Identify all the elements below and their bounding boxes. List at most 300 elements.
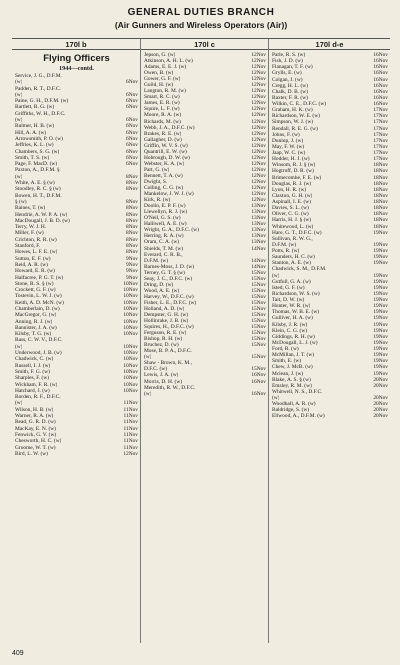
entry-name: MacDougall, J. B. D. (w) [15, 217, 70, 224]
entry-date: 8Nov [126, 173, 138, 180]
entry-name: Everard, C. R. B., [144, 251, 183, 258]
entry-date: 13Nov [251, 215, 266, 222]
entry-name: Emsley, R. M. (w) [272, 382, 312, 389]
entry-name: Bartlett, R. G. (w) [15, 104, 55, 111]
entry-name: Squires, H., D.F.C. (w) [144, 324, 194, 331]
entry-date: 12Nov [251, 76, 266, 83]
entry-name: Part, G. (w) [144, 166, 170, 173]
entry-date: 18Nov [373, 168, 388, 175]
entry-date: 17Nov [373, 119, 388, 126]
entry-date: 6Nov [126, 79, 138, 86]
entry-list [144, 52, 266, 397]
entry-name: Webster, K. A. (w) [144, 160, 185, 167]
entry-date: 16Nov [373, 70, 388, 77]
entry-name: Harris, H. J. § (w) [272, 217, 312, 224]
entry-name: Bruchez, D. (w) [144, 342, 179, 349]
entry-date: 11Nov [123, 438, 138, 445]
entry-name: Mclean, J. (w) [272, 370, 304, 377]
column-heading: 170l b [12, 39, 140, 50]
entry-date: 15Nov [251, 281, 266, 288]
entry-date: 20Nov [373, 382, 388, 389]
entry-name: D.F.C. (w) [144, 366, 167, 373]
entry-name: Wilkin, C. E., D.F.C. (w) [272, 101, 327, 107]
entry-date: 15Nov [251, 336, 266, 343]
entry-name: Fenwick, G. V. (w) [15, 431, 57, 438]
entry-name: Llewellyn, R. J. (w) [144, 209, 188, 216]
entry-date: 12Nov [123, 450, 138, 457]
entry-name: Underwood, J. B. (w) [15, 350, 62, 357]
entry-date: 10Nov [123, 312, 138, 319]
entry-date: 10Nov [123, 375, 138, 382]
entry-date: 16Nov [373, 52, 388, 58]
entry-name: Bowen, H. T., D.F.M. [15, 192, 62, 199]
entry-date: 14Nov [251, 245, 266, 252]
entry-date: 19Nov [373, 229, 388, 236]
entry-date: 20Nov [373, 401, 388, 408]
entry-date: 19Nov [373, 333, 388, 340]
entry-name: Bannister, J. A. (w) [15, 324, 57, 331]
entry-date: 18Nov [373, 186, 388, 193]
entry-date: 19Nov [373, 241, 388, 248]
entry-date: 20Nov [373, 413, 388, 420]
entry-date: 10Nov [123, 305, 138, 312]
entry-list [272, 52, 388, 420]
entry-name: Stanford, F. [15, 243, 41, 250]
entry-date: 13Nov [251, 209, 266, 216]
entry-name: Whitewood, L. (w) [272, 223, 314, 230]
entry-name: Adams, E. E. J. (w) [144, 64, 187, 71]
entry-name: Guild, H. (w) [144, 82, 174, 89]
entry-date: 12Nov [251, 160, 266, 167]
entry-date: 19Nov [373, 327, 388, 334]
entry-date: 19Nov [373, 272, 388, 279]
entry-date: 10Nov [123, 299, 138, 306]
entry-date: 19Nov [373, 370, 388, 377]
entry-date: 13Nov [251, 239, 266, 246]
column-1701c [140, 39, 268, 643]
entry-name: Chamberlain, D. (w) [15, 305, 60, 312]
entry-date: 10Nov [123, 356, 138, 363]
entry-name: Groome, W. T. (w) [15, 444, 56, 451]
entry-name: Harvey, W., D.F.C. (w) [144, 293, 194, 300]
entry-date: 12Nov [251, 106, 266, 113]
entry-date: 10Nov [123, 343, 138, 350]
entry-date: 14Nov [251, 263, 266, 270]
entry-name: Wickham, F. R. (w) [15, 381, 58, 388]
entry-name: Webb, J. A., D.F.C. (w) [144, 124, 195, 131]
entry-date: 12Nov [251, 178, 266, 185]
entry-date: 12Nov [251, 148, 266, 155]
entry-date: 15Nov [251, 269, 266, 276]
entry-name: Smith, F. G. (w) [15, 368, 50, 375]
entry-date: 18Nov [373, 205, 388, 212]
entry-date: 16Nov [373, 58, 388, 65]
entry-date: 15Nov [251, 305, 266, 312]
entry-date: 15Nov [251, 293, 266, 300]
entry-date: 8Nov [126, 230, 138, 237]
entry-name: Halliwell, A. E. (w) [144, 221, 187, 228]
entry-date: 10Nov [123, 350, 138, 357]
entry-name: Page, F. MacD. (w) [15, 161, 58, 168]
entry-name: Baines, T. (w) [15, 205, 46, 212]
entry-name: (w) [15, 173, 23, 180]
entry-name: (w) [15, 117, 23, 124]
entry-name: Shaw - Brown, K. M., [144, 360, 192, 367]
entry-name: Kilsby, T. G. (w) [15, 331, 52, 338]
entry-name: (w) [144, 390, 152, 397]
entry-date: 15Nov [251, 275, 266, 282]
entry-name: Douglas, R. J. (w) [272, 180, 312, 187]
entry-name: Miller, F. (w) [15, 230, 44, 237]
entry-date: 6Nov [126, 104, 138, 111]
entry-name: Doolin, E. P. F. (w) [144, 203, 186, 210]
entry-name: Jaap, W. C. (w) [272, 150, 306, 156]
entry-date: 19Nov [373, 315, 388, 322]
entry-date: 8Nov [126, 198, 138, 205]
entry-date: 10Nov [123, 331, 138, 338]
entry-date: 13Nov [251, 227, 266, 234]
entry-name: § (w) [15, 198, 27, 205]
entry-date: 16Nov [373, 64, 388, 71]
section-subtitle: 1944—contd. [59, 65, 94, 72]
entry-date: 16Nov [251, 372, 266, 379]
entry-name: Ellwood, A., D.F.M. (w) [272, 413, 325, 420]
entry-date: 16Nov [251, 378, 266, 385]
entry-name: Oliver, C. G. (w) [272, 211, 309, 218]
entry-name: Terry, W. J. H. [15, 224, 47, 231]
entry-name: MacKay, E. N. (w) [15, 425, 56, 432]
entry-name: Jeffries, K. L. (w) [15, 142, 54, 149]
entry-name: Claxton, G. H. (w) [272, 192, 313, 199]
entry-name: Chadwick, C. (w) [15, 356, 54, 363]
entry-name: Saunders, H. C. (w) [272, 254, 315, 261]
entry-name: Langton, R. M. (w) [144, 88, 186, 95]
entry-name: Smart, R. C. (w) [144, 94, 180, 101]
entry-date: 10Nov [123, 293, 138, 300]
entry-name: Warner, R. A. (w) [15, 413, 54, 420]
entry-date: 16Nov [373, 76, 388, 83]
entry-name: Hendrie, A. W. P. A. (w) [15, 211, 68, 218]
entry-date: 8Nov [126, 180, 138, 187]
entry-name: Parle, R. S. (w) [272, 52, 306, 58]
entry-name: Fish, J. D. (w) [272, 58, 303, 65]
entry-name: Wilson, H. B. (w) [15, 406, 54, 413]
entry-date: 10Nov [123, 324, 138, 331]
column-heading: 170l d-e [269, 39, 390, 50]
entry-name: Seay, J. C., D.F.C. (w) [144, 275, 193, 282]
entry-name: May, F. W. (w) [272, 143, 305, 150]
entry-date: 15Nov [251, 287, 266, 294]
entry-date: 8Nov [126, 236, 138, 243]
entry-name: Chalk, D. B. (w) [272, 88, 308, 95]
entry-name: (w) [15, 343, 23, 350]
entry-date: 19Nov [373, 297, 388, 303]
entry-date: 18Nov [373, 223, 388, 230]
entry-name: Smith, T. S. (w) [15, 154, 50, 161]
entry-date: 12Nov [251, 142, 266, 149]
entry-date: 18Nov [373, 211, 388, 218]
entry-name: Dring, D. (w) [144, 281, 174, 288]
entry-date: 19Nov [373, 290, 388, 297]
entry-name: Hare, G. T., D.F.C. (w) [272, 229, 322, 236]
entry-name: Bird, L. W. (w) [15, 450, 48, 457]
entry-date: 9Nov [126, 274, 138, 281]
entry-date: 15Nov [251, 299, 266, 306]
entry-date: 19Nov [373, 321, 388, 328]
entry-date: 19Nov [373, 309, 388, 316]
entry-name: Grylls, E. (w) [272, 70, 302, 77]
entry-name: Griffin, W. V. S. (w) [144, 142, 188, 149]
entry-date: 17Nov [373, 137, 388, 144]
entry-name: (w) [272, 395, 280, 401]
entry-name: Crichton, R. R. (w) [15, 236, 57, 243]
entry-date: 17Nov [373, 107, 388, 114]
page-title: GENERAL DUTIES BRANCH [127, 7, 275, 18]
entry-name: Barnes-Moss, J. D. (w) [144, 263, 195, 270]
entry-name: Simpson, W. J. (w) [272, 119, 314, 126]
entry-date: 12Nov [251, 82, 266, 89]
entry-date: 15Nov [251, 312, 266, 319]
entry-name: Whitwell, N. S., D.F.C. [272, 388, 323, 395]
entry-name: Cregg, H. L. (w) [272, 82, 308, 89]
entry-date: 12Nov [251, 88, 266, 95]
entry-name: Service, J. G., D.F.M. [15, 73, 62, 79]
entry-date: 8Nov [126, 243, 138, 250]
entry-date: 19Nov [373, 260, 388, 267]
entry-date: 8Nov [126, 217, 138, 224]
entry-date: 19Nov [373, 254, 388, 261]
entry-date: 17Nov [373, 150, 388, 156]
entry-name: Sharples, F. (w) [15, 375, 50, 382]
entry-name: Fisher, L. E., D.F.C. (w) [144, 299, 197, 306]
entry-name: Atkinson, A. H. L. (w) [144, 58, 193, 65]
entry-name: White, A. E. § (w) [15, 180, 55, 187]
entry-name: Brakes, R. E. (w) [144, 130, 182, 137]
column-1701b [12, 39, 140, 643]
entry-date: 10Nov [123, 368, 138, 375]
entry-name: Dunlop, J. (w) [272, 137, 304, 144]
entry-date: 12Nov [251, 58, 266, 65]
entry-date: 12Nov [251, 70, 266, 77]
entry-name: Tait, D. W. (w) [272, 297, 305, 303]
entry-name: Ford, R. (w) [272, 346, 299, 352]
entry-name: Chadwick, S. M., D.F.M. [272, 266, 327, 273]
entry-date: 12Nov [251, 166, 266, 173]
entry-name: Blake, A. S. § (w) [272, 376, 311, 383]
entry-name: Meredith, R. W., D.F.C. [144, 384, 196, 391]
entry-date: 16Nov [373, 101, 388, 107]
entry-date: 19Nov [373, 352, 388, 359]
entry-name: Brimecombe, F. E. (w) [272, 174, 322, 181]
entry-name: Read, G. R. D. (w) [15, 419, 56, 426]
entry-date: 6Nov [126, 154, 138, 161]
entry-date: 8Nov [126, 186, 138, 193]
list-item [144, 391, 266, 397]
entry-name: O'Neil, G. S. (w) [144, 215, 181, 222]
entry-date: 13Nov [251, 203, 266, 210]
column-heading: 170l c [141, 39, 268, 50]
entry-date: 18Nov [373, 174, 388, 181]
entry-date: 16Nov [251, 390, 266, 397]
entry-name: (w) [15, 91, 23, 98]
entry-name: Halfacree, P. G. T. (w) [15, 274, 64, 281]
entry-name: Johns, F. (w) [272, 131, 300, 138]
list-item [15, 451, 138, 457]
entry-name: (w) [15, 400, 23, 407]
entry-date: 17Nov [373, 156, 388, 163]
entry-name: Aspinall, I. E. (w) [272, 199, 311, 205]
entry-date: 6Nov [126, 98, 138, 105]
entry-name: Moore, R. A. (w) [144, 112, 182, 119]
entry-name: Hollinrake, J. B. (w) [144, 318, 189, 325]
entry-date: 12Nov [251, 154, 266, 161]
entry-name: Graham, H. K. (w) [272, 107, 313, 114]
entry-date: 6Nov [126, 135, 138, 142]
column-body [12, 50, 140, 457]
entry-name: Wright, G. A., D.F.C. (w) [144, 227, 199, 234]
entry-name: Sullivan, R. W. G., [272, 235, 313, 242]
entry-name: Terney, G. T. § (w) [144, 269, 185, 276]
entry-date: 13Nov [251, 221, 266, 228]
entry-date: 12Nov [251, 185, 266, 192]
entry-name: Hatchard, J. (w) [15, 387, 50, 394]
entry-date: 11Nov [123, 419, 138, 426]
seniority-list-grid [12, 38, 390, 643]
entry-date: 12Nov [251, 94, 266, 101]
entry-name: Howes, L. F. E. (w) [15, 249, 58, 256]
entry-name: D.F.M. (w) [272, 241, 297, 248]
entry-name: D.F.M. (w) [144, 257, 169, 264]
entry-date: 10Nov [123, 387, 138, 394]
entry-date: 9Nov [126, 255, 138, 262]
entry-date: 12Nov [251, 191, 266, 198]
entry-name: Gutfull, G. A. (w) [272, 278, 311, 285]
section-title: Flying Officers [43, 53, 110, 64]
entry-name: (w) [272, 272, 280, 279]
entry-name: Kirk, R. (w) [144, 197, 171, 204]
entry-date: 11Nov [123, 425, 138, 432]
entry-name: Oram, C. A. (w) [144, 239, 180, 246]
column-body [141, 50, 268, 397]
entry-date: 6Nov [126, 117, 138, 124]
entry-name: Lyon, H. R. (w) [272, 186, 307, 193]
entry-date: 15Nov [251, 366, 266, 373]
entry-name: Borden, R. F., D.F.C. [15, 394, 61, 401]
entry-list [15, 73, 138, 457]
entry-name: Paxton, A., D.F.M. § [15, 167, 60, 174]
entry-name: Bass, C. W. V., D.F.C. [15, 337, 63, 344]
entry-name: Griffiths, W. H., D.F.C. [15, 110, 66, 117]
entry-name: (w) [144, 354, 152, 361]
entry-date: 11Nov [123, 444, 138, 451]
entry-name: Bulmer, H. B. (w) [15, 123, 55, 130]
entry-name: Bennett, T. A. (w) [144, 172, 183, 179]
entry-name: Hunter, W. R. (w) [272, 303, 311, 310]
entry-name: Mose, B. P. A., D.F.C. [144, 348, 192, 355]
entry-date: 18Nov [373, 217, 388, 224]
entry-date: 19Nov [373, 358, 388, 365]
entry-date: 20Nov [373, 395, 388, 401]
entry-name: Gower, G. F. (w) [144, 76, 181, 83]
entry-name: Herring, R. A. (w) [144, 233, 184, 240]
entry-date: 6Nov [126, 161, 138, 168]
entry-date: 18Nov [373, 162, 388, 169]
entry-name: Stone, R. S. § (w) [15, 280, 54, 287]
entry-date: 16Nov [373, 94, 388, 101]
entry-date: 17Nov [373, 125, 388, 132]
entry-date: 12Nov [251, 136, 266, 143]
entry-name: Arrowsmith, P. O. (w) [15, 135, 63, 142]
page-subtitle: (Air Gunners and Wireless Operators (Air)) [114, 20, 288, 30]
entry-date: 6Nov [126, 142, 138, 149]
entry-name: Hobrough, D. W. (w) [144, 154, 190, 161]
entry-name: Holland, A. D. (w) [144, 305, 185, 312]
entry-name: Potts, R. (w) [272, 248, 300, 254]
entry-name: Lewis, J. A. (w) [144, 372, 179, 379]
entry-name: Stanton, A. E. (w) [272, 260, 311, 267]
entry-date: 16Nov [373, 88, 388, 95]
page-number: 409 [12, 650, 24, 657]
entry-date: 17Nov [373, 113, 388, 120]
entry-date: 8Nov [126, 249, 138, 256]
entry-date: 17Nov [373, 131, 388, 138]
entry-date: 20Nov [373, 407, 388, 414]
entry-date: 11Nov [123, 406, 138, 413]
entry-name: Winsom, R. J. § (w) [272, 162, 316, 169]
entry-name: Chew, J. McB. (w) [272, 364, 313, 371]
entry-name: Isted, G. F. (w) [272, 284, 305, 291]
entry-name: Gulliver, H. A. (w) [272, 315, 313, 322]
entry-date: 19Nov [373, 339, 388, 346]
entry-date: 9Nov [126, 268, 138, 275]
entry-date: 19Nov [373, 303, 388, 310]
entry-name: Stoodley, R. C. § (w) [15, 186, 61, 193]
entry-date: 16Nov [373, 82, 388, 89]
entry-date: 12Nov [251, 130, 266, 137]
entry-name: Sutton, E. F. (w) [15, 255, 51, 262]
entry-name: Wood, A. E. (w) [144, 287, 180, 294]
entry-date: 18Nov [373, 199, 388, 205]
entry-name: Rendall, R. E. G. (w) [272, 125, 318, 132]
entry-date: 12Nov [251, 197, 266, 204]
entry-name: Flanagan, T. F. (w) [272, 64, 313, 71]
entry-date: 19Nov [373, 284, 388, 291]
entry-date: 6Nov [126, 123, 138, 130]
entry-date: 10Nov [123, 280, 138, 287]
entry-date: 8Nov [126, 205, 138, 212]
entry-date: 19Nov [373, 346, 388, 352]
entry-name: Quantrill, E. W. (w) [144, 148, 187, 155]
entry-name: Baxter, F. R. (w) [272, 94, 308, 101]
entry-name: Morris, D. H. (w) [144, 378, 183, 385]
entry-name: (w) [15, 79, 23, 86]
entry-date: 12Nov [251, 112, 266, 119]
entry-date: 8Nov [126, 211, 138, 218]
entry-name: James, E. R. (w) [144, 100, 180, 107]
column-body [269, 50, 390, 420]
entry-date: 15Nov [251, 342, 266, 349]
entry-date: 13Nov [251, 233, 266, 240]
entry-name: Russell, I. J. (w) [15, 362, 51, 369]
entry-name: Jepson, G. (w) [144, 52, 176, 58]
entry-name: Crockett, G. F. (w) [15, 287, 56, 294]
entry-name: Dempster, G. H. (w) [144, 312, 189, 319]
entry-name: Shields, T. M. (w) [144, 245, 184, 252]
entry-date: 15Nov [251, 330, 266, 337]
entry-name: Bishop, R. H. (w) [144, 336, 183, 343]
entry-name: Smith, E. (w) [272, 358, 302, 365]
entry-date: 15Nov [251, 318, 266, 325]
